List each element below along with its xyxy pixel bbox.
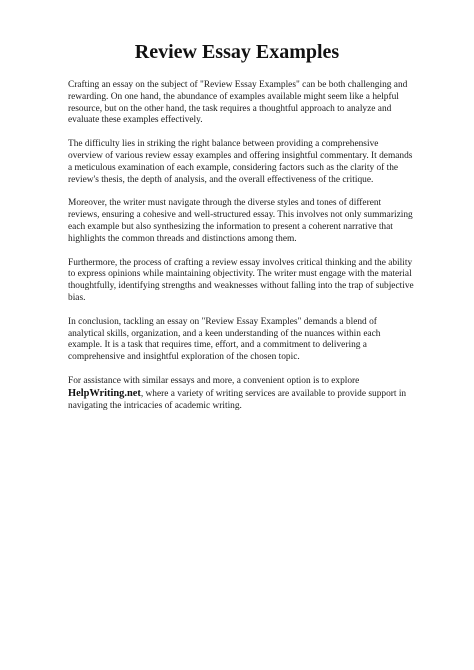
- paragraph-intro: Crafting an essay on the subject of "Review Essay Examples" can be both challenging and rewarding. On one hand, the abundance of examples available might seem like a helpful resource, but on the other hand, the task requires a thoughtful approach to analyze and evaluate these examples effectively.: [68, 80, 408, 126]
- paragraph-conclusion: In conclusion, tackling an essay on "Review Essay Examples" demands a blend of analytical skills, organization, and a keen understanding of the nuances within each example. It is a task that requires time, effort, and a commitment to delivering a comprehensive and insightful exploration of the chosen topic.: [68, 316, 381, 363]
- page-title: Review Essay Examples: [134, 41, 340, 63]
- assistance-text-after: , where a variety of writing services are available to provide support in navigating the intricacies of academic writing.: [68, 388, 407, 411]
- essay-body: [68, 80, 414, 424]
- assistance-text-before: For assistance with similar essays and more, a convenient option is to explore: [68, 375, 360, 386]
- paragraph-moreover: Moreover, the writer must navigate through the diverse styles and tones of different reviews, ensuring a cohesive and well-structured essay. This involves not only summarizing each example but also synthesizing the information to present a coherent narrative that highlights the common threads and distinctions among them.: [68, 198, 413, 244]
- paragraph-furthermore: Furthermore, the process of crafting a review essay involves critical thinking and the ability to express opinions while maintaining objectivity. The writer must engage with the material thoughtfully, identifying strengths and weaknesses without falling into the trap of subjective bias.: [68, 257, 414, 303]
- helpwriting-link[interactable]: HelpWriting.net: [68, 387, 141, 399]
- paragraph-assistance: [68, 376, 414, 412]
- paragraph-difficulty: The difficulty lies in striking the right balance between providing a comprehensive overview of various review essay examples and offering insightful commentary. It demands a meticulous examination of each example, considering factors such as the clarity of the review's thesis, the depth of analysis, and the overall effectiveness of the critique.: [68, 139, 413, 185]
